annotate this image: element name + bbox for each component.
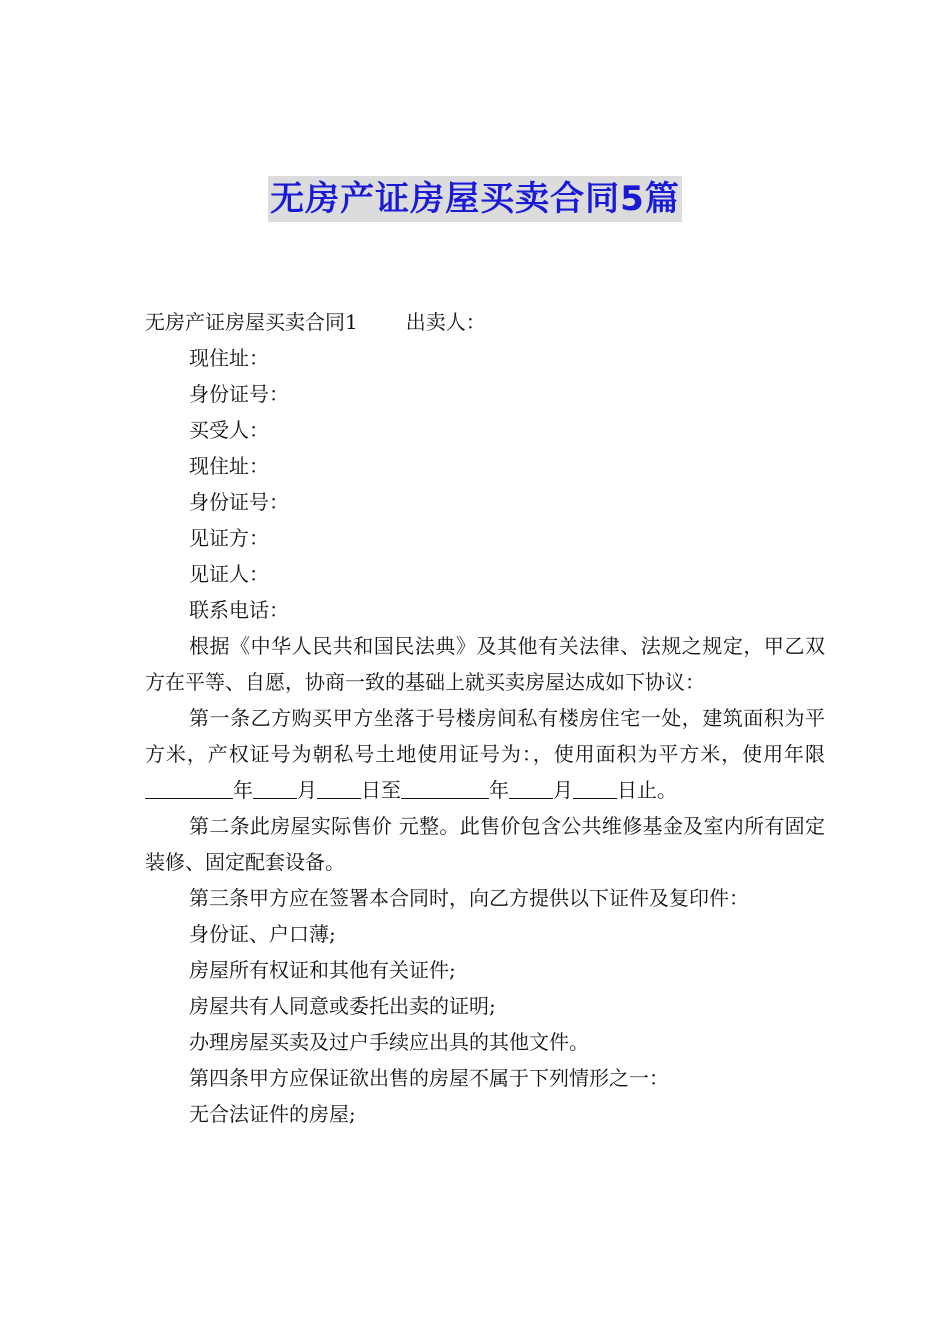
blank-day-start <box>317 776 361 799</box>
article-3-item: 房屋共有人同意或委托出卖的证明; <box>189 994 496 1018</box>
party-line-buyer-address: 现住址： <box>189 454 269 478</box>
blank-month-start <box>253 776 297 799</box>
blank-year-start <box>145 776 233 799</box>
article-4-item: 无合法证件的房屋; <box>189 1102 356 1126</box>
party-line-buyer: 买受人： <box>189 418 269 442</box>
article-1-text: 第一条乙方购买甲方坐落于号楼房间私有楼房住宅一处，建筑面积为平方米，产权证号为朝私号土地使用证号为：，使用面积为平方米，使用年限 <box>145 706 825 766</box>
party-line-witness-party: 见证方： <box>189 526 269 550</box>
party-line-buyer-id: 身份证号： <box>189 490 289 514</box>
article-1-paragraph <box>145 700 825 808</box>
title-area <box>0 176 950 222</box>
day-to-label: 日至 <box>361 778 401 802</box>
blank-day-end <box>573 776 617 799</box>
blank-year-end <box>401 776 489 799</box>
article-3-item: 身份证、户口薄; <box>189 922 336 946</box>
seller-label: 出卖人： <box>405 310 486 334</box>
article-3-item: 房屋所有权证和其他有关证件; <box>189 958 456 982</box>
contract-heading: 无房产证房屋买卖合同1 <box>145 310 358 334</box>
month-end-label: 月 <box>553 778 573 802</box>
year-label: 年 <box>233 778 253 802</box>
party-line-id: 身份证号： <box>189 382 289 406</box>
party-line-address: 现住址： <box>189 346 269 370</box>
preamble-paragraph: 根据《中华人民共和国民法典》及其他有关法律、法规之规定，甲乙双方在平等、自愿，协商一致的基础上就买卖房屋达成如下协议： <box>145 634 825 694</box>
article-2-paragraph: 第二条此房屋实际售价 元整。此售价包含公共维修基金及室内所有固定装修、固定配套设备。 <box>145 814 825 874</box>
article-3-paragraph: 第三条甲方应在签署本合同时，向乙方提供以下证件及复印件： <box>189 886 749 910</box>
document-body <box>145 304 825 1132</box>
document-title: 无房产证房屋买卖合同5篇 <box>268 176 682 222</box>
party-line-phone: 联系电话： <box>189 598 289 622</box>
blank-month-end <box>509 776 553 799</box>
party-line-witness: 见证人： <box>189 562 269 586</box>
intro-line <box>145 304 825 340</box>
article-3-item: 办理房屋买卖及过户手续应出具的其他文件。 <box>189 1030 589 1054</box>
end-label: 日止。 <box>617 778 677 802</box>
year-end-label: 年 <box>489 778 509 802</box>
month-label: 月 <box>297 778 317 802</box>
article-4-paragraph: 第四条甲方应保证欲出售的房屋不属于下列情形之一： <box>189 1066 669 1090</box>
